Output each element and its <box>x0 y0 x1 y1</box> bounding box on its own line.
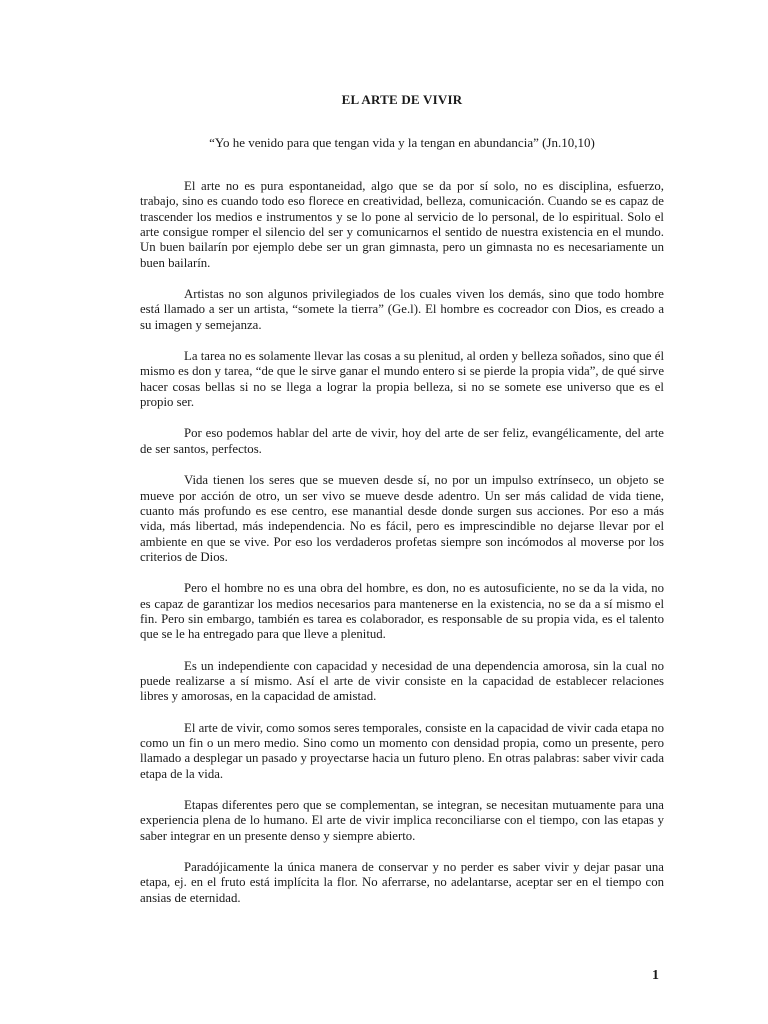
document-title: EL ARTE DE VIVIR <box>341 92 463 107</box>
page-number: 1 <box>652 968 659 983</box>
paragraph: El arte no es pura espontaneidad, algo que se da por sí solo, no es disciplina, esfuerzo, trabajo, sino es cuando todo eso florece en creatividad, belleza, comunicación. Cuando se es capaz de trascender los medios e instrumentos y se lo pone al servicio de lo personal, de lo espiritual. Solo el arte consigue romper el silencio del ser y comunicarnos el sentido de nuestra existencia en el mundo. Un buen bailarín por ejemplo debe ser un gran gimnasta, pero un gimnasta no es necesariamente un buen bailarín. <box>140 179 664 270</box>
paragraph: El arte de vivir, como somos seres temporales, consiste en la capacidad de vivir cada etapa no como un fin o un mero medio. Sino como un momento con densidad propia, como un presente, pero llamado a desplegar un pasado y proyectarse hacia un futuro pleno. En otras palabras: saber vivir cada etapa de la vida. <box>140 720 664 781</box>
paragraph: Pero el hombre no es una obra del hombre, es don, no es autosuficiente, no se da la vida, no es capaz de garantizar los medios necesarios para mantenerse en la existencia, no se da a sí mismo el fin. Pero sin embargo, también es tarea es colaborador, es responsable de su propia vida, es el talento que se le ha entregado para que lleve a plenitud. <box>140 581 664 642</box>
paragraph: Artistas no son algunos privilegiados de los cuales viven los demás, sino que todo hombre está llamado a ser un artista, “somete la tierra” (Ge.l). El hombre es cocreador con Dios, es creado a su imagen y semejanza. <box>140 287 664 332</box>
paragraph: Paradójicamente la única manera de conservar y no perder es saber vivir y dejar pasar una etapa, ej. en el fruto está implícita la flor. No aferrarse, no adelantarse, aceptar ser en el tiempo con ansias de eternidad. <box>140 860 664 905</box>
document-body <box>140 179 664 922</box>
paragraph: Es un independiente con capacidad y necesidad de una dependencia amorosa, sin la cual no puede realizarse a sí mismo. Así el arte de vivir consiste en la capacidad de establecer relaciones libres y amorosas, en la capacidad de amistad. <box>140 658 664 704</box>
document-page <box>140 0 664 1024</box>
paragraph: Vida tienen los seres que se mueven desde sí, no por un impulso extrínseco, un objeto se mueve por acción de otro, un ser vivo se mueve desde adentro. Un ser más calidad de vida tiene, cuanto más profundo es ese centro, ese manantial desde donde surgen sus acciones. Por eso a más vida, más libertad, más independencia. No es fácil, pero es imprescindible no dejarse llevar por el ambiente en que se vive. Por eso los verdaderos profetas siempre son incómodos al moverse por los criterios de Dios. <box>140 473 664 564</box>
paragraph: Por eso podemos hablar del arte de vivir, hoy del arte de ser feliz, evangélicamente, del arte de ser santos, perfectos. <box>140 426 664 456</box>
paragraph: La tarea no es solamente llevar las cosas a su plenitud, al orden y belleza soñados, sino que él mismo es don y tarea, “de que le sirve ganar el mundo entero si se pierde la propia vida”, de qué sirve hacer cosas bellas si no se llega a lograr la propia belleza, si no se somete ese universo que es el propio ser. <box>140 349 664 410</box>
paragraph: Etapas diferentes pero que se complementan, se integran, se necesitan mutuamente para una experiencia plena de lo humano. El arte de vivir implica reconciliarse con el tiempo, con las etapas y saber integrar en un presente denso y siempre abierto. <box>140 798 664 843</box>
epigraph-quote: “Yo he venido para que tengan vida y la tengan en abundancia” (Jn.10,10) <box>209 135 595 150</box>
